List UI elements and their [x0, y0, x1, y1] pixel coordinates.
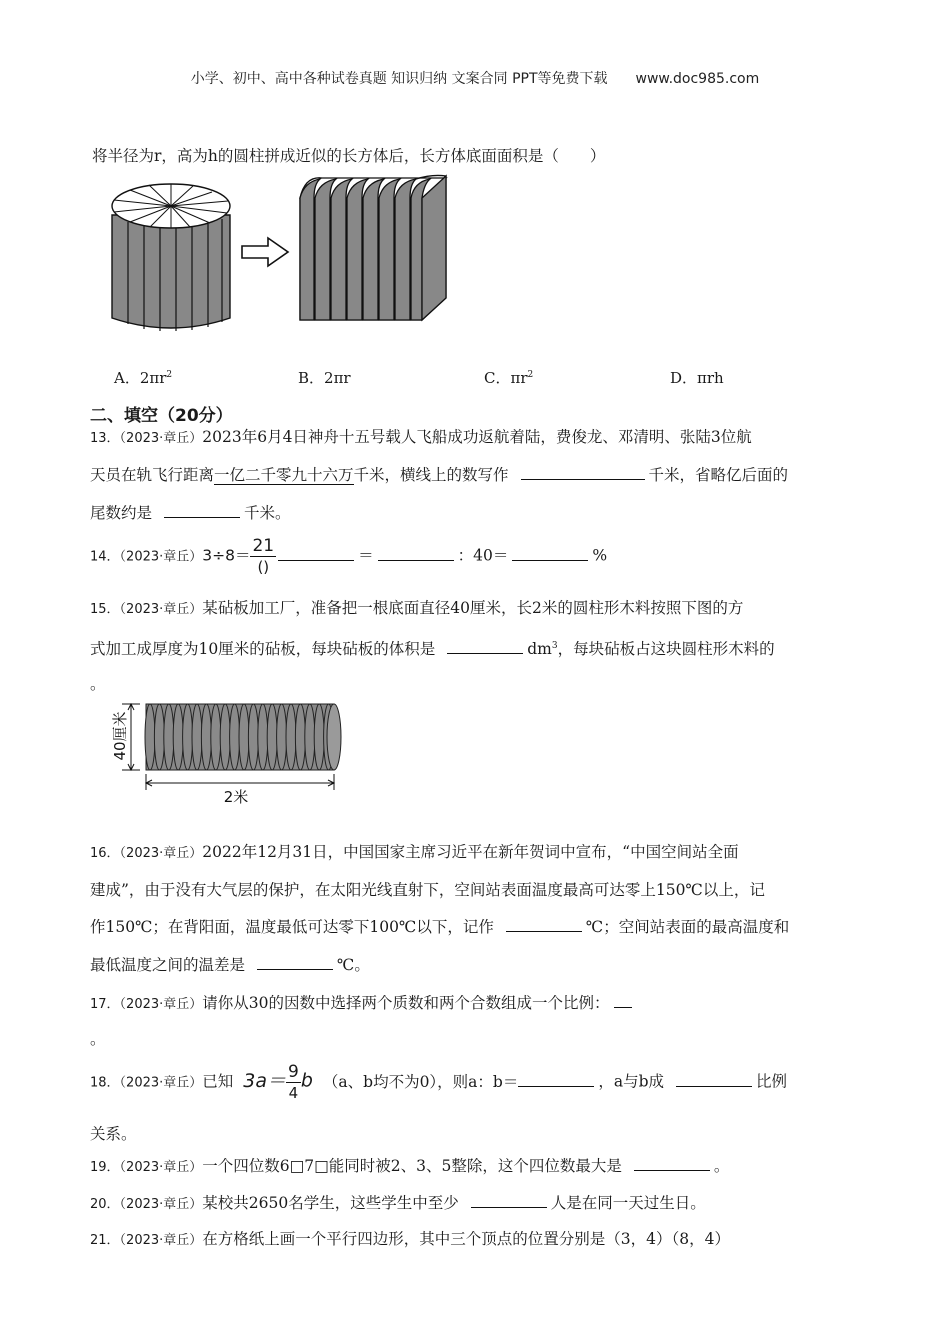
q13-blank-2[interactable]: [164, 503, 240, 518]
q16-line1: 16．（2023·章丘）2022年12月31日，中国国家主席习近平在新年贺词中宣布，“中国空间站全面: [90, 843, 739, 861]
right-arrow-icon: [242, 238, 288, 266]
log-slice: [286, 704, 296, 770]
q13-line3: 尾数约是 千米。: [90, 504, 291, 522]
log-slice: [295, 704, 305, 770]
q20-line: 20．（2023·章丘）某校共2650名学生，这些学生中至少 人是在同一天过生日。: [90, 1194, 706, 1212]
log-slice: [192, 704, 202, 770]
log-slice: [314, 704, 324, 770]
q14-fraction: $\frac{21}{()}$: [252, 536, 275, 576]
q15-blank-1[interactable]: [447, 639, 523, 654]
q18-line1: 18．（2023·章丘）已知 3a＝ $\frac{9}{4}$ b （a、b均不为0），则a：b＝ ，a与b成 比例: [90, 1062, 788, 1102]
q17-line2: 。: [90, 1030, 106, 1048]
q14-blank-2[interactable]: [378, 546, 454, 561]
q15-line2: 式加工成厚度为10厘米的砧板，每块砧板的体积是 $dm^3$，每块砧板占这块圆柱形木料的: [90, 640, 775, 659]
q12-option-a: A．$2\pi r^2$: [114, 369, 173, 387]
log-slice: [248, 704, 258, 770]
q17-blank[interactable]: [614, 993, 632, 1008]
length-label: 2米: [223, 788, 249, 806]
q14-blank-3[interactable]: [512, 546, 588, 561]
q12-option-d: D．πrh: [670, 369, 724, 387]
log-slices: [145, 704, 341, 770]
log-slice: [239, 704, 249, 770]
log-slice: [258, 704, 268, 770]
q16-line3: 作150℃；在背阳面，温度最低可达零下100℃以下，记作 ℃；空间站表面的最高温度和: [90, 918, 790, 936]
q15-line3: 。: [90, 675, 106, 693]
log-slice: [267, 704, 277, 770]
q15-line1: 15．（2023·章丘）某砧板加工厂，准备把一根底面直径40厘米，长2米的圆柱形木料按照下图的方: [90, 599, 744, 617]
q16-line2: 建成”，由于没有大气层的保护，在太阳光线直射下，空间站表面温度最高可达零上150℃以上，记: [90, 881, 765, 899]
log-slice: [305, 704, 315, 770]
log-slice: [230, 704, 240, 770]
q19-blank[interactable]: [634, 1156, 710, 1171]
cylinder-to-cuboid-figure: [100, 170, 460, 340]
q19-line: 19．（2023·章丘）一个四位数6□7□能同时被2、3、5整除，这个四位数最大是 。: [90, 1157, 730, 1175]
section-title: 二、填空（20分）: [90, 406, 233, 426]
log-slices-figure: [106, 698, 346, 808]
cylinder-figure: [112, 184, 230, 331]
log-slice: [201, 704, 211, 770]
q20-blank[interactable]: [471, 1193, 547, 1208]
q12-option-b: B．2πr: [298, 369, 351, 387]
q18-line2: 关系。: [90, 1125, 137, 1143]
q13-blank-1[interactable]: [521, 465, 645, 480]
log-slice: [145, 704, 155, 770]
q18-blank-1[interactable]: [518, 1072, 594, 1087]
q16-blank-1[interactable]: [506, 917, 582, 932]
log-slice: [173, 704, 183, 770]
q14-line: 14．（2023·章丘）3÷8＝ $\frac{21}{()}$ ＝ ：40＝ %: [90, 536, 608, 576]
q17-line1: 17．（2023·章丘）请你从30的因数中选择两个质数和两个合数组成一个比例：: [90, 993, 636, 1015]
q21-line: 21．（2023·章丘）在方格纸上画一个平行四边形，其中三个顶点的位置分别是（3，4）（8，4）: [90, 1230, 730, 1248]
q18-blank-2[interactable]: [676, 1072, 752, 1087]
log-slice: [211, 704, 221, 770]
q12-stem: 将半径为r，高为h的圆柱拼成近似的长方体后，长方体底面面积是（ ）: [92, 147, 606, 165]
log-slice: [183, 704, 193, 770]
log-slice: [277, 704, 287, 770]
q12-option-c: C．$\pi r^2$: [484, 369, 534, 387]
q18-fraction: $\frac{9}{4}$: [288, 1062, 299, 1102]
q16-line4: 最低温度之间的温差是 ℃。: [90, 956, 370, 974]
log-slice: [164, 704, 174, 770]
q13-line2: 天员在轨飞行距离一亿二千零九十六万千米，横线上的数写作 千米，省略亿后面的: [90, 466, 789, 484]
header-site: www.doc985.com: [635, 71, 760, 87]
log-slice: [154, 704, 164, 770]
q16-blank-2[interactable]: [257, 955, 333, 970]
page-header: [0, 68, 950, 88]
header-text: 小学、初中、高中各种试卷真题 知识归纳 文案合同 PPT等免费下载: [190, 71, 608, 87]
q14-blank-1[interactable]: [278, 546, 354, 561]
height-label: 40厘米: [111, 711, 129, 761]
log-slice: [220, 704, 230, 770]
q13-line1: 13．（2023·章丘）2023年6月4日神舟十五号载人飞船成功返航着陆，费俊龙、邓清明、张陆3位航: [90, 428, 752, 446]
cuboid-figure: [300, 175, 446, 320]
